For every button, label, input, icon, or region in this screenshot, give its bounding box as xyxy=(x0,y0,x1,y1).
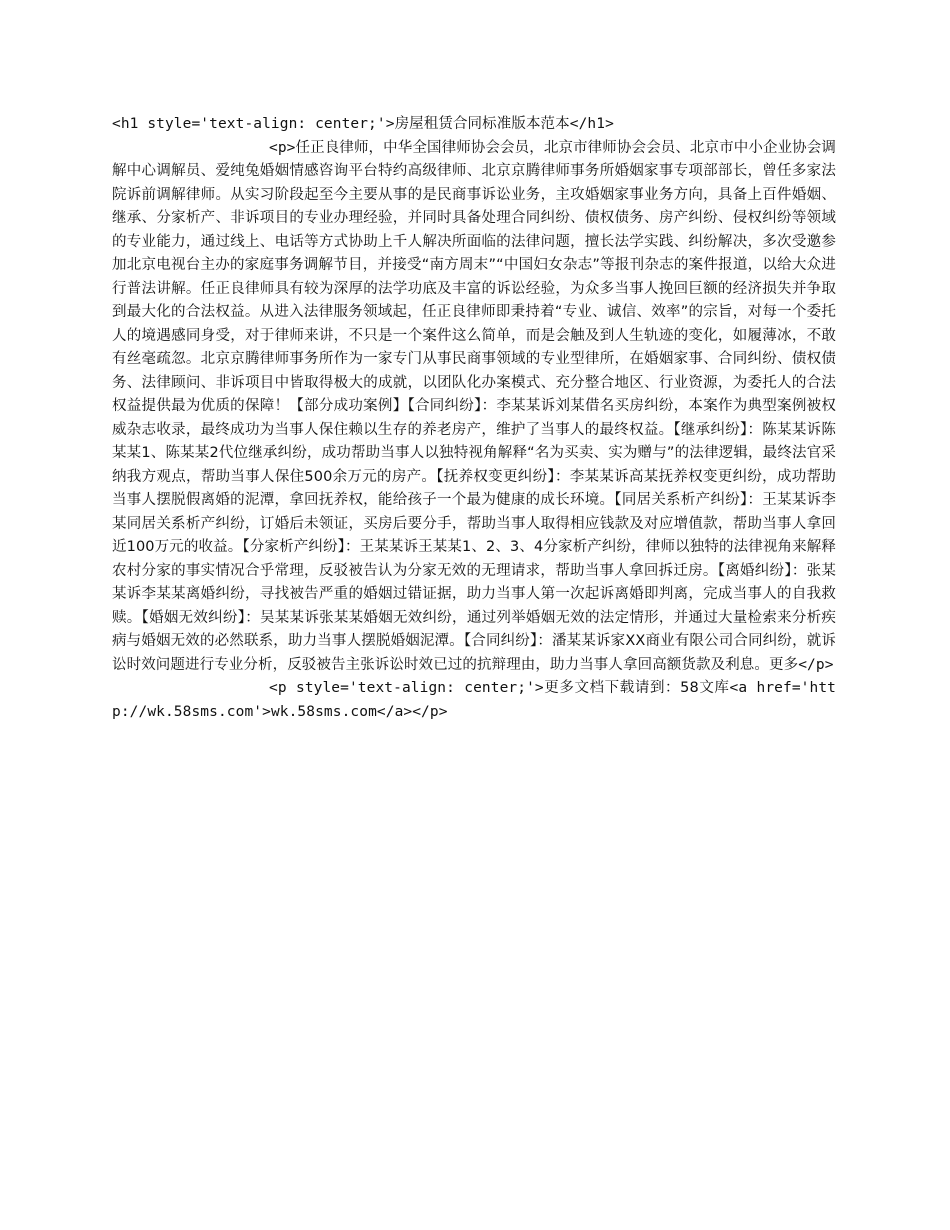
document-title: 房屋租赁合同标准版本范本 xyxy=(394,116,570,132)
h1-open-tag: <h1 style='text-align: center;'> xyxy=(112,116,395,132)
body-text: 任正良律师，中华全国律师协会会员，北京市律师协会会员、北京市中小企业协会调解中心调解员、爱纯兔婚姻情感咨询平台特约高级律师、北京京腾律师事务所婚姻家事专项部部长，曾任多家法院诉前调解律师。从实习阶段起至今主要从事的是民商事诉讼业务，主攻婚姻家事业务方向，具备上百件婚姻、继承、分家析产、非诉项目的专业办理经验，并同时具备处理合同纠纷、债权债务、房产纠纷、侵权纠纷等领域的专业能力，通过线上、电话等方式协助上千人解决所面临的法律问题，擅长法学实践、纠纷解决，多次受邀参加北京电视台主办的家庭事务调解节目，并接受“南方周末”“中国妇女杂志”等报刊杂志的案件报道，以给大众进行普法讲解。任正良律师具有较为深厚的法学功底及丰富的诉讼经验，为众多当事人挽回巨额的经济损失并争取到最大化的合法权益。从进入法律服务领域起，任正良律师即秉持着“专业、诚信、效率”的宗旨，对每一个委托人的境遇感同身受，对于律师来讲，不只是一个案件这么简单，而是会触及到人生轨迹的变化，如履薄冰，不敢有丝毫疏忽。北京京腾律师事务所作为一家专门从事民商事领域的专业型律所，在婚姻家事、合同纠纷、债权债务、法律顾问、非诉项目中皆取得极大的成就，以团队化办案模式、充分整合地区、行业资源，为委托人的合法权益提供最为优质的保障！【部分成功案例】【合同纠纷】：李某某诉刘某借名买房纠纷，本案作为典型案例被权威杂志收录，最终成功为当事人保住赖以生存的养老房产，维护了当事人的最终权益。【继承纠纷】：陈某某诉陈某某1、陈某某2代位继承纠纷，成功帮助当事人以独特视角解释“名为买卖、实为赠与”的法律逻辑，最终法官采纳我方观点，帮助当事人保住500余万元的房产。【抚养权变更纠纷】：李某某诉高某抚养权变更纠纷，成功帮助当事人摆脱假离婚的泥潭，拿回抚养权，能给孩子一个最为健康的成长环境。【同居关系析产纠纷】：王某某诉李某同居关系析产纠纷，订婚后未领证，买房后要分手，帮助当事人取得相应钱款及对应增值款，帮助当事人拿回近100万元的收益。【分家析产纠纷】：王某某诉王某某1、2、3、4分家析产纠纷，律师以独特的法律视角来解释农村分家的事实情况合乎常理，反驳被告认为分家无效的无理请求，帮助当事人拿回拆迁房。【离婚纠纷】：张某某诉李某某离婚纠纷，寻找被告严重的婚姻过错证据，助力当事人第一次起诉离婚即判离，完成当事人的自我救赎。【婚姻无效纠纷】：吴某某诉张某某婚姻无效纠纷，通过列举婚姻无效的法定情形，并通过大量检索来分析疾病与婚姻无效的必然联系，助力当事人摆脱婚姻泥潭。【合同纠纷】：潘某某诉家XX商业有限公司合同纠纷，就诉讼时效问题进行专业分析，反驳被告主张诉讼时效已过的抗辩理由，助力当事人拿回高额货款及利息。更多 xyxy=(112,139,836,673)
p-open-tag: <p> xyxy=(269,139,296,156)
footer-line xyxy=(112,677,836,724)
body-paragraph xyxy=(112,137,836,678)
footer-link-text: wk.58sms.com xyxy=(270,703,377,720)
document-page xyxy=(112,113,836,724)
footer-link-open-tag: <a href='http://wk.58sms.com'> xyxy=(112,680,836,720)
footer-text: 更多文档下载请到：58文库 xyxy=(543,680,730,696)
footer-close-tag: </a></p> xyxy=(376,703,448,720)
p-close-tag: </p> xyxy=(798,656,834,673)
title-line xyxy=(112,113,836,137)
footer-open-tag: <p style='text-align: center;'> xyxy=(269,680,544,696)
h1-close-tag: </h1> xyxy=(569,116,614,132)
